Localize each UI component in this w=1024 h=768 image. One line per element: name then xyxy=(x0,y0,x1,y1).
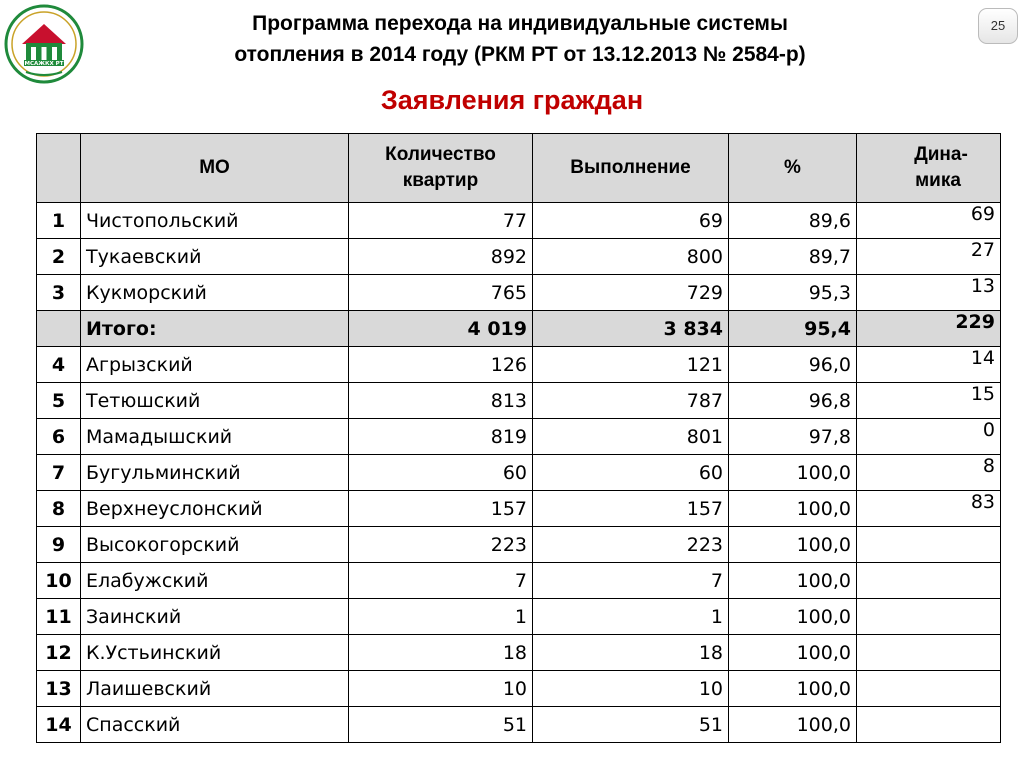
qty-value: 7 xyxy=(349,563,533,599)
row-number: 7 xyxy=(37,455,81,491)
slide-title-line-1: Программа перехода на индивидуальные системы xyxy=(252,12,788,35)
row-number: 12 xyxy=(37,635,81,671)
column-header-mo: МО xyxy=(81,134,349,203)
row-number: 11 xyxy=(37,599,81,635)
column-header-done: Выполнение xyxy=(533,134,729,203)
page-number: 25 xyxy=(978,8,1018,44)
dynamics-value: 27 xyxy=(857,239,1001,275)
pct-value: 89,6 xyxy=(729,203,857,239)
column-header-number xyxy=(37,134,81,203)
applications-table xyxy=(36,133,1001,743)
pct-value: 100,0 xyxy=(729,707,857,743)
mo-name: Заинский xyxy=(81,599,349,635)
table-row xyxy=(37,671,1001,707)
row-number: 1 xyxy=(37,203,81,239)
row-number: 4 xyxy=(37,347,81,383)
house-emblem-icon xyxy=(4,4,84,84)
row-number: 6 xyxy=(37,419,81,455)
done-value: 60 xyxy=(533,455,729,491)
done-value: 801 xyxy=(533,419,729,455)
dynamics-value: 69 xyxy=(857,203,1001,239)
dynamics-value: 8 xyxy=(857,455,1001,491)
qty-value: 60 xyxy=(349,455,533,491)
row-number: 2 xyxy=(37,239,81,275)
pct-value: 100,0 xyxy=(729,491,857,527)
qty-value: 223 xyxy=(349,527,533,563)
qty-value: 1 xyxy=(349,599,533,635)
done-value: 157 xyxy=(533,491,729,527)
column-header-dynamics xyxy=(857,134,1001,203)
row-number: 9 xyxy=(37,527,81,563)
slide-subtitle: Заявления граждан xyxy=(380,85,644,115)
qty-value: 157 xyxy=(349,491,533,527)
pct-value: 100,0 xyxy=(729,635,857,671)
column-header-dynamics-line-1: Дина- xyxy=(914,144,968,165)
mo-name: К.Устьинский xyxy=(81,635,349,671)
row-number: 5 xyxy=(37,383,81,419)
mo-name: Чистопольский xyxy=(81,203,349,239)
done-value: 69 xyxy=(533,203,729,239)
mo-name: Тукаевский xyxy=(81,239,349,275)
qty-value: 765 xyxy=(349,275,533,311)
qty-value: 77 xyxy=(349,203,533,239)
row-number: 3 xyxy=(37,275,81,311)
dynamics-value: 15 xyxy=(857,383,1001,419)
done-value: 800 xyxy=(533,239,729,275)
done-value: 787 xyxy=(533,383,729,419)
done-value: 10 xyxy=(533,671,729,707)
row-number xyxy=(37,311,81,347)
column-header-dynamics-line-2: мика xyxy=(915,170,961,191)
column-header-qty-line-2: квартир xyxy=(402,170,479,191)
done-value: 729 xyxy=(533,275,729,311)
mo-name: Елабужский xyxy=(81,563,349,599)
slide-title xyxy=(120,8,920,70)
done-value: 18 xyxy=(533,635,729,671)
dynamics-value: 229 xyxy=(857,311,1001,347)
qty-value: 18 xyxy=(349,635,533,671)
dynamics-value xyxy=(857,599,1001,635)
table-row xyxy=(37,347,1001,383)
dynamics-value xyxy=(857,707,1001,743)
total-row xyxy=(37,311,1001,347)
column-header-pct: % xyxy=(729,134,857,203)
table-row xyxy=(37,527,1001,563)
pct-value: 97,8 xyxy=(729,419,857,455)
row-number: 13 xyxy=(37,671,81,707)
mo-name: Итого: xyxy=(81,311,349,347)
pct-value: 96,0 xyxy=(729,347,857,383)
dynamics-value: 0 xyxy=(857,419,1001,455)
dynamics-value xyxy=(857,527,1001,563)
logo-text: МСАЖКХ РТ xyxy=(24,61,64,67)
table-row xyxy=(37,635,1001,671)
qty-value: 892 xyxy=(349,239,533,275)
qty-value: 819 xyxy=(349,419,533,455)
qty-value: 4 019 xyxy=(349,311,533,347)
column-header-qty-line-1: Количество xyxy=(385,144,496,165)
table-row xyxy=(37,275,1001,311)
mo-name: Тетюшский xyxy=(81,383,349,419)
done-value: 7 xyxy=(533,563,729,599)
slide-title-line-2: отопления в 2014 году (РКМ РТ от 13.12.2013 № 2584-р) xyxy=(234,43,806,66)
pct-value: 96,8 xyxy=(729,383,857,419)
dynamics-value xyxy=(857,671,1001,707)
pct-value: 100,0 xyxy=(729,671,857,707)
table-row xyxy=(37,419,1001,455)
table-row xyxy=(37,563,1001,599)
table-row xyxy=(37,707,1001,743)
done-value: 51 xyxy=(533,707,729,743)
row-number: 8 xyxy=(37,491,81,527)
mo-name: Высокогорский xyxy=(81,527,349,563)
table-header-row xyxy=(37,134,1001,203)
pct-value: 100,0 xyxy=(729,527,857,563)
row-number: 14 xyxy=(37,707,81,743)
table-row xyxy=(37,383,1001,419)
column-header-qty xyxy=(349,134,533,203)
done-value: 121 xyxy=(533,347,729,383)
done-value: 1 xyxy=(533,599,729,635)
done-value: 3 834 xyxy=(533,311,729,347)
mo-name: Агрызский xyxy=(81,347,349,383)
table-row xyxy=(37,239,1001,275)
table-row xyxy=(37,599,1001,635)
mo-name: Бугульминский xyxy=(81,455,349,491)
qty-value: 126 xyxy=(349,347,533,383)
table-row xyxy=(37,455,1001,491)
pct-value: 95,3 xyxy=(729,275,857,311)
pct-value: 100,0 xyxy=(729,563,857,599)
mo-name: Мамадышский xyxy=(81,419,349,455)
qty-value: 813 xyxy=(349,383,533,419)
pct-value: 100,0 xyxy=(729,599,857,635)
dynamics-value xyxy=(857,635,1001,671)
table-row xyxy=(37,491,1001,527)
dynamics-value xyxy=(857,563,1001,599)
pct-value: 89,7 xyxy=(729,239,857,275)
row-number: 10 xyxy=(37,563,81,599)
pct-value: 100,0 xyxy=(729,455,857,491)
dynamics-value: 83 xyxy=(857,491,1001,527)
qty-value: 10 xyxy=(349,671,533,707)
mo-name: Спасский xyxy=(81,707,349,743)
mo-name: Лаишевский xyxy=(81,671,349,707)
dynamics-value: 13 xyxy=(857,275,1001,311)
mo-name: Верхнеуслонский xyxy=(81,491,349,527)
done-value: 223 xyxy=(533,527,729,563)
table-row xyxy=(37,203,1001,239)
qty-value: 51 xyxy=(349,707,533,743)
pct-value: 95,4 xyxy=(729,311,857,347)
mo-name: Кукморский xyxy=(81,275,349,311)
dynamics-value: 14 xyxy=(857,347,1001,383)
